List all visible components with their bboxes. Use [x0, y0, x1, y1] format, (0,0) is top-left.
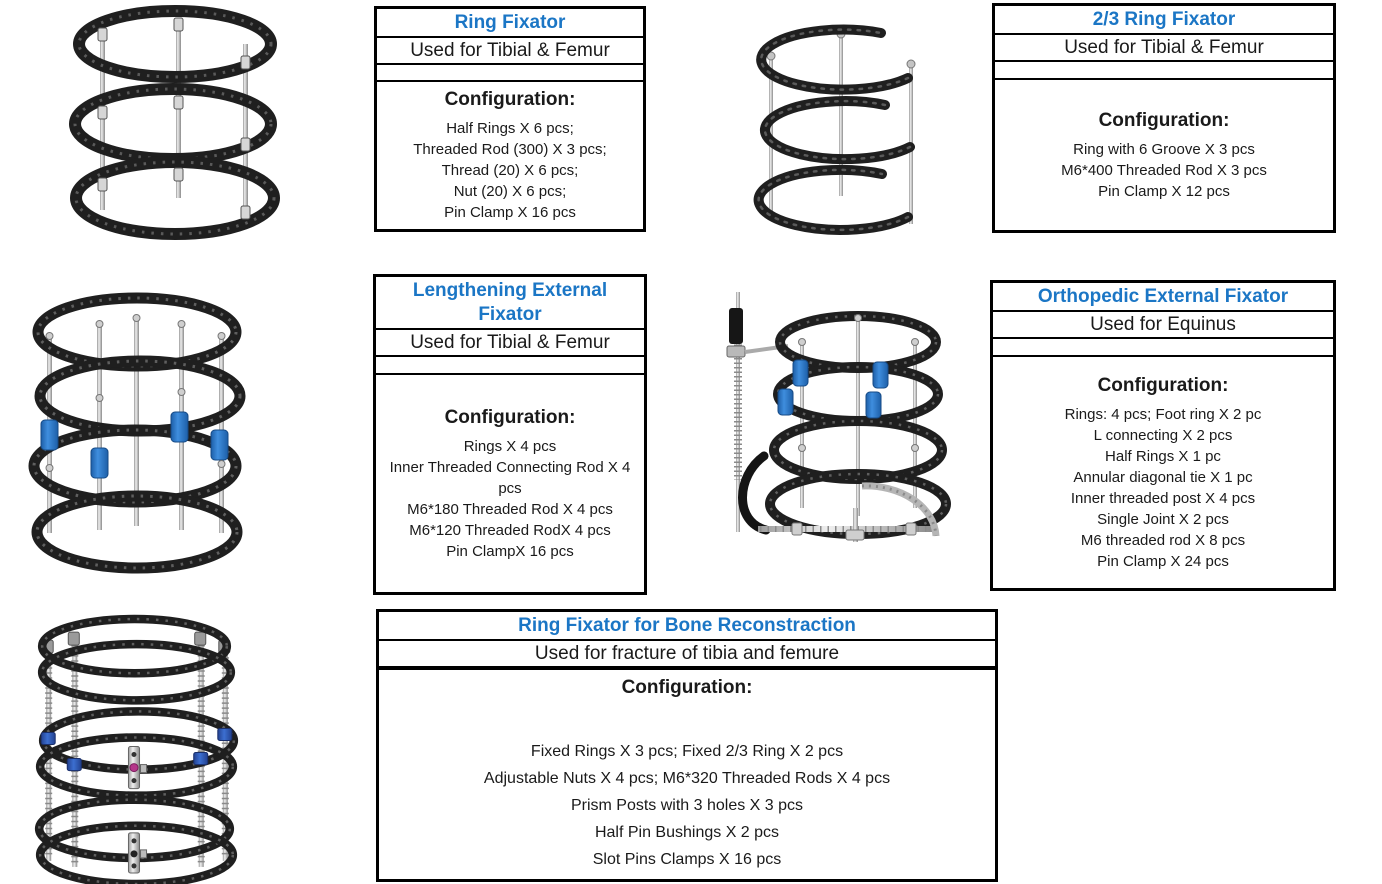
config-line: Rings: 4 pcs; Foot ring X 2 pc — [1064, 405, 1262, 423]
empty-row — [993, 339, 1333, 357]
orthopedic-external-fixator-photo — [700, 280, 968, 580]
config-lines — [385, 738, 989, 873]
product-subtitle: Used for Tibial & Femur — [377, 38, 643, 65]
config-line: Nut (20) X 6 pcs; — [453, 183, 567, 200]
lengthening-external-fixator-photo — [12, 280, 262, 580]
config-line: Pin Clamp X 24 pcs — [1097, 552, 1229, 570]
config-heading: Configuration: — [444, 406, 576, 428]
config-section — [995, 80, 1333, 230]
config-line: Inner Threaded Connecting Rod X 4 pcs — [389, 458, 631, 497]
config-heading: Configuration: — [621, 677, 753, 698]
product-subtitle: Used for Equinus — [993, 312, 1333, 339]
spec-table-bone-reconstruction-ring-fixator — [376, 609, 998, 882]
lengthening-external-fixator-illustration — [12, 280, 262, 580]
config-lines — [382, 436, 638, 562]
product-subtitle: Used for fracture of tibia and femure — [379, 641, 995, 668]
bone-reconstruction-ring-fixator-illustration — [18, 606, 254, 884]
spec-table-two-thirds-ring-fixator — [992, 3, 1336, 233]
config-line: M6 threaded rod X 8 pcs — [1080, 531, 1246, 549]
empty-row — [377, 65, 643, 82]
empty-row — [995, 62, 1333, 80]
config-line: Inner threaded post X 4 pcs — [1070, 489, 1256, 507]
config-heading: Configuration: — [1097, 374, 1229, 396]
config-line: Single Joint X 2 pcs — [1097, 510, 1229, 528]
spec-table-ring-fixator — [374, 6, 646, 232]
config-line: Prism Posts with 3 holes X 3 pcs — [570, 797, 804, 814]
config-line: M6*400 Threaded Rod X 3 pcs — [1061, 161, 1267, 179]
config-lines — [383, 118, 637, 223]
product-title: Ring Fixator for Bone Reconstraction — [379, 612, 995, 641]
spec-table-orthopedic-external-fixator — [990, 280, 1336, 591]
config-line: Adjustable Nuts X 4 pcs; M6*320 Threaded Rods X 4 pcs — [483, 770, 891, 787]
config-section — [376, 375, 644, 592]
config-line: M6*180 Threaded Rod X 4 pcs — [407, 500, 613, 518]
config-line: Pin Clamp X 12 pcs — [1098, 182, 1230, 200]
config-section — [379, 670, 995, 879]
product-subtitle: Used for Tibial & Femur — [376, 330, 644, 357]
two-thirds-ring-fixator-illustration — [728, 8, 960, 238]
config-section — [993, 357, 1333, 588]
config-line: Slot Pins Clamps X 16 pcs — [592, 851, 782, 868]
product-subtitle: Used for Tibial & Femur — [995, 35, 1333, 62]
spec-table-lengthening-external-fixator — [373, 274, 647, 595]
product-title: 2/3 Ring Fixator — [995, 6, 1333, 35]
config-line: Pin ClampX 16 pcs — [446, 542, 574, 560]
ring-fixator-photo — [30, 0, 310, 240]
config-line: M6*120 Threaded RodX 4 pcs — [409, 521, 611, 539]
config-line: Rings X 4 pcs — [463, 437, 557, 455]
config-lines — [1001, 139, 1327, 202]
config-line: Pin Clamp X 16 pcs — [444, 204, 576, 221]
config-section — [377, 82, 643, 229]
config-heading: Configuration: — [1098, 109, 1230, 131]
product-title: Orthopedic External Fixator — [993, 283, 1333, 312]
config-line: Half Rings X 1 pc — [1105, 447, 1221, 465]
config-line: Ring with 6 Groove X 3 pcs — [1073, 140, 1255, 158]
config-line: Half Pin Bushings X 2 pcs — [594, 824, 780, 841]
empty-row — [376, 357, 644, 375]
config-line: Half Rings X 6 pcs; — [446, 120, 574, 137]
product-title: Ring Fixator — [377, 9, 643, 38]
product-title: Lengthening External Fixator — [376, 277, 644, 330]
orthopedic-external-fixator-illustration — [700, 280, 968, 580]
config-line: L connecting X 2 pcs — [1093, 426, 1233, 444]
config-line: Annular diagonal tie X 1 pc — [1073, 468, 1253, 486]
config-line: Thread (20) X 6 pcs; — [441, 162, 579, 179]
two-thirds-ring-fixator-photo — [728, 8, 960, 238]
ring-fixator-illustration — [30, 0, 310, 240]
config-heading: Configuration: — [444, 89, 576, 110]
bone-reconstruction-ring-fixator-photo — [18, 606, 254, 884]
config-lines — [999, 404, 1327, 572]
config-line: Threaded Rod (300) X 3 pcs; — [413, 141, 607, 158]
config-line: Fixed Rings X 3 pcs; Fixed 2/3 Ring X 2 pcs — [530, 743, 844, 760]
